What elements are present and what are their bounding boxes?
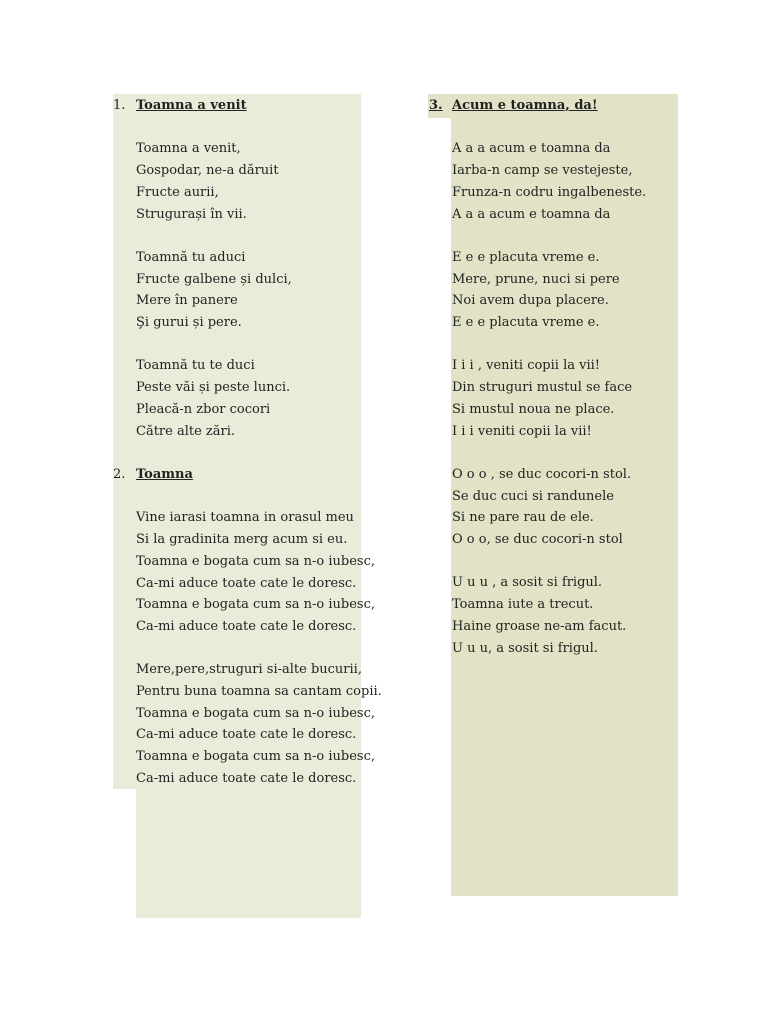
verse-line: Toamnă tu te duci (136, 358, 255, 374)
verse-line: Se duc cuci si randunele (452, 488, 614, 504)
verse-line: Mere, prune, nuci si pere (452, 271, 620, 287)
song-heading (113, 464, 382, 486)
stanza (429, 572, 646, 659)
verse-line: Mere,pere,struguri si-alte bucurii, (136, 662, 362, 678)
verse-line: Strugurași în vii. (136, 206, 247, 222)
stanza (113, 355, 292, 442)
verse-line: O o o , se duc cocori-n stol. (452, 466, 632, 482)
stanza (429, 464, 646, 551)
verse-line: I i i veniti copii la vii! (452, 423, 592, 439)
verse-line: Frunza-n codru ingalbeneste. (452, 184, 647, 200)
verse-line: Si ne pare rau de ele. (452, 510, 594, 526)
verse-line: Si la gradinita merg acum si eu. (136, 532, 348, 548)
verse-line: Toamna e bogata cum sa n-o iubesc, (136, 553, 375, 569)
verse-line: Toamna e bogata cum sa n-o iubesc, (136, 749, 375, 765)
verse-line: Iarba-n camp se vestejeste, (452, 163, 633, 179)
song-title: Toamna (136, 467, 193, 482)
verse-line: Ca-mi aduce toate cate le doresc. (136, 575, 357, 591)
verse-line: E e e placuta vreme e. (452, 315, 600, 330)
verse-line: Si mustul noua ne place. (452, 401, 615, 417)
stanza (113, 659, 382, 789)
verse-line: Noi avem dupa placere. (452, 293, 609, 309)
verse-line: Ca-mi aduce toate cate le doresc. (136, 770, 357, 786)
stanza (429, 355, 646, 442)
song-number: 3. (429, 98, 443, 113)
stanza (429, 138, 646, 225)
song-2 (113, 464, 382, 790)
stanza (429, 247, 646, 334)
verse-line: U u u, a sosit si frigul. (452, 640, 598, 656)
verse-line: Toamna e bogata cum sa n-o iubesc, (136, 597, 375, 613)
verse-line: Şi gurui și pere. (136, 315, 242, 330)
verse-line: Gospodar, ne-a dăruit (136, 163, 279, 179)
verse-line: A a a acum e toamna da (452, 141, 611, 157)
verse-line: Peste văi și peste lunci. (136, 380, 291, 396)
song-3 (429, 95, 646, 659)
verse-line: Ca-mi aduce toate cate le doresc. (136, 618, 357, 634)
verse-line: Pleacă-n zbor cocori (136, 401, 271, 417)
song-title: Toamna a venit (136, 98, 247, 113)
verse-line: O o o, se duc cocori-n stol (452, 532, 623, 547)
verse-line: Fructe aurii, (136, 184, 219, 200)
verse-line: Toamna a venit, (136, 141, 241, 157)
verse-line: U u u , a sosit si frigul. (452, 575, 603, 591)
verse-line: Vine iarasi toamna in orasul meu (136, 510, 354, 526)
song-number: 1. (113, 98, 126, 113)
verse-line: Mere în panere (136, 293, 238, 309)
verse-line: Către alte zări. (136, 423, 236, 439)
song-heading (113, 95, 292, 117)
verse-line: Pentru buna toamna sa cantam copii. (136, 684, 382, 699)
verse-line: A a a acum e toamna da (452, 206, 611, 222)
song-number: 2. (113, 467, 126, 482)
verse-line: Toamnă tu aduci (136, 249, 246, 265)
verse-line: E e e placuta vreme e. (452, 249, 600, 265)
stanza (113, 507, 382, 637)
verse-line: Toamna e bogata cum sa n-o iubesc, (136, 705, 375, 721)
verse-line: I i i , veniti copii la vii! (452, 358, 600, 374)
verse-line: Toamna iute a trecut. (452, 597, 594, 613)
verse-line: Fructe galbene și dulci, (136, 271, 292, 287)
verse-line: Din struguri mustul se face (452, 380, 633, 396)
verse-line: Haine groase ne-am facut. (452, 618, 627, 634)
verse-line: Ca-mi aduce toate cate le doresc. (136, 727, 357, 743)
stanza (113, 247, 292, 334)
song-heading (429, 95, 646, 117)
stanza (113, 138, 292, 225)
song-title: Acum e toamna, da! (452, 98, 598, 113)
song-1 (113, 95, 292, 442)
